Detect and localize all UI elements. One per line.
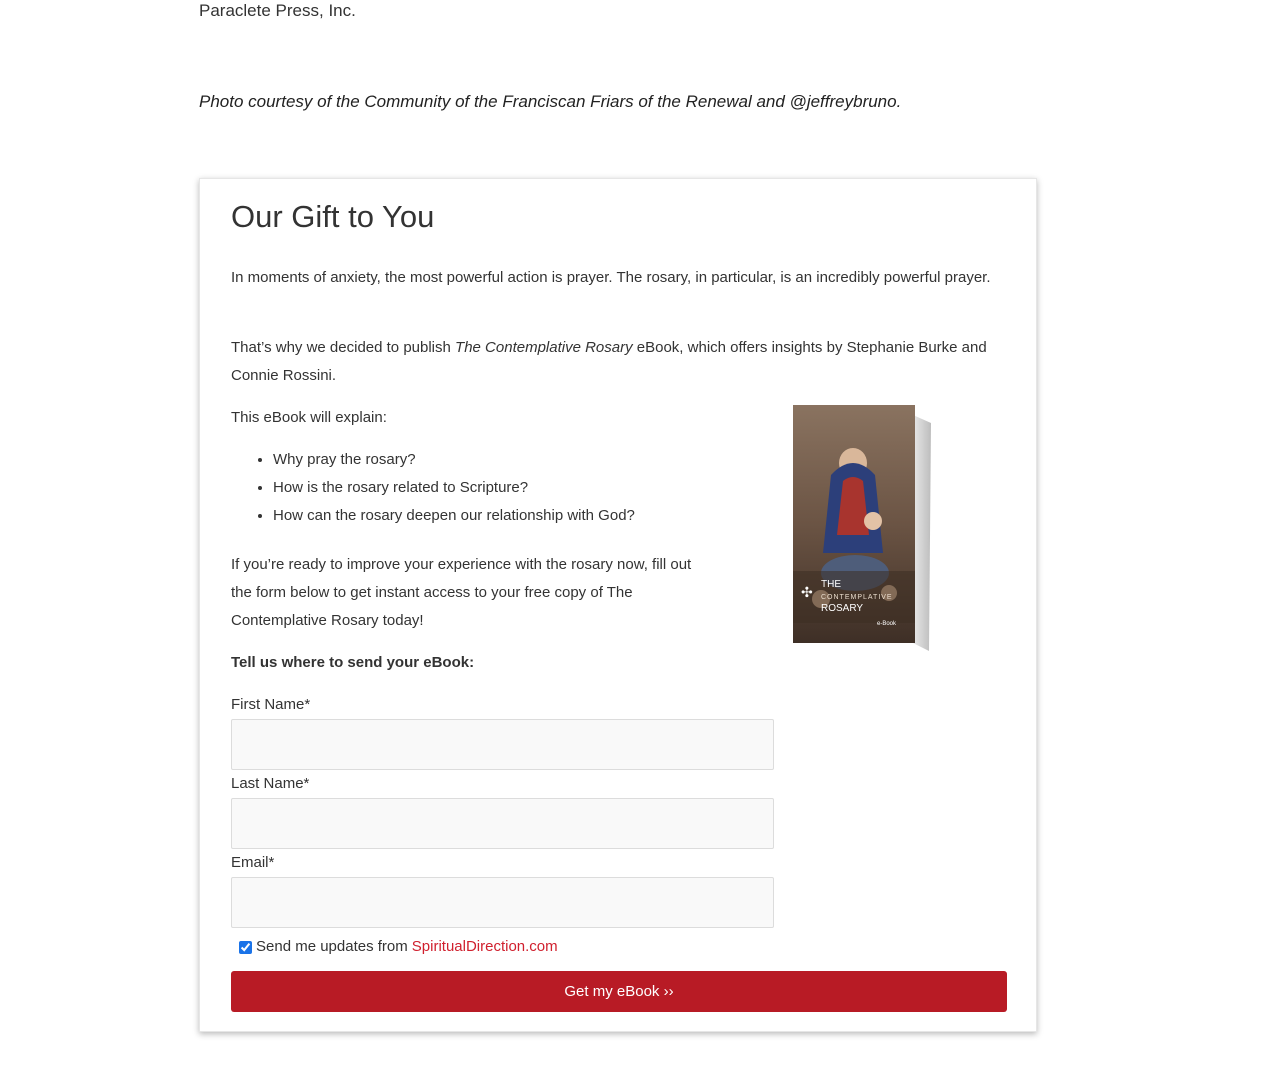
get-ebook-button[interactable]: Get my eBook ›› [231,971,1007,1012]
cover-logo-icon: ✣ [801,584,813,600]
cover-badge: e-Book [877,621,897,627]
photo-credit: Photo courtesy of the Community of the Franciscan Friars of the Renewal and @jeffreybruno. [199,92,902,111]
offer-publish-text [231,334,1001,390]
email-field[interactable] [231,877,774,928]
list-item: • How can the rosary deepen our relationship with God? [273,502,635,530]
publish-prefix: That’s why we decided to publish [231,339,456,356]
list-item: • How is the rosary related to Scripture? [273,474,635,502]
list-item: • Why pray the rosary? [273,446,635,474]
last-name-label: Last Name* [231,775,310,792]
explain-list [231,446,635,530]
updates-consent [239,936,558,958]
updates-text: Send me updates from [256,938,408,955]
first-name-field[interactable] [231,719,774,770]
publisher-credit: Paraclete Press, Inc. [199,1,356,20]
spiritual-direction-link[interactable]: SpiritualDirection.com [411,938,558,955]
cover-title-line1: THE [821,579,841,590]
offer-intro: In moments of anxiety, the most powerful action is prayer. The rosary, in particular, is an incredibly powerful prayer. [231,269,991,286]
ebook-cover-image [791,403,941,655]
form-heading: Tell us where to send your eBook: [231,654,475,671]
email-label: Email* [231,854,275,871]
ebook-offer-card [199,178,1037,1032]
offer-title: Our Gift to You [231,199,435,234]
cta-text: If you’re ready to improve your experience with the rosary now, fill out the form below to get instant access to your free copy of The Contemplative Rosary today! [231,556,692,629]
book-title: The Contemplative Rosary [455,339,633,356]
publish-suffix: eBook, which offers insights by Stephanie Burke and Connie Rossini. [231,339,987,384]
cover-title-line2: CONTEMPLATIVE [821,594,893,601]
updates-checkbox[interactable] [239,941,252,954]
first-name-label: First Name* [231,696,311,713]
cover-title-line3: ROSARY [821,603,864,614]
explain-heading: This eBook will explain: [231,409,387,426]
last-name-field[interactable] [231,798,774,849]
